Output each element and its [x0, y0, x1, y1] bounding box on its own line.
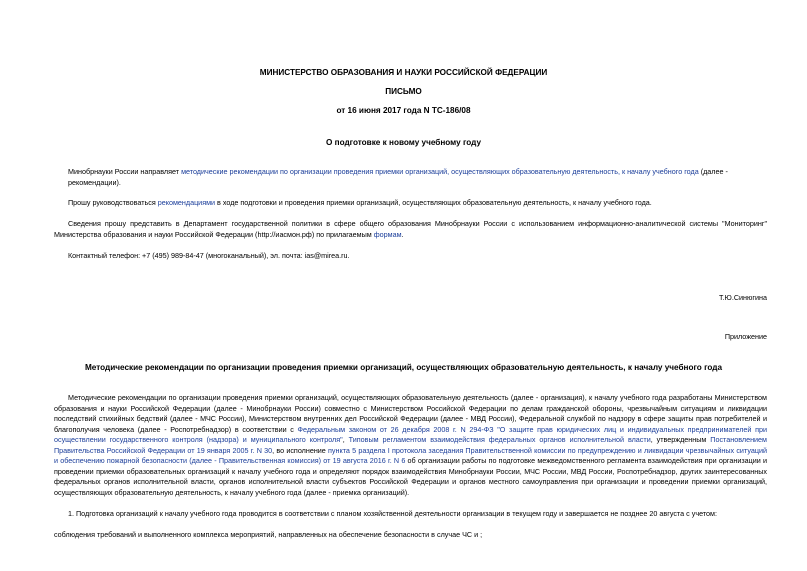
- letter-paragraph-1: [68, 167, 773, 188]
- typical-regulation-link[interactable]: Типовым регламентом взаимодействия федеральных органов исполнительной власти: [348, 435, 651, 444]
- ministry-heading: МИНИСТЕРСТВО ОБРАЗОВАНИЯ И НАУКИ РОССИЙСКОЙ ФЕДЕРАЦИИ: [259, 68, 548, 77]
- text: (далее - рекомендации).: [68, 167, 728, 187]
- document-subject: О подготовке к новому учебному году: [325, 138, 482, 147]
- letter-paragraph-2: [68, 198, 773, 209]
- contact-info: Контактный телефон: +7 (495) 989-84-47 (многоканальный), эл. почта: ias@mirea.ru.: [68, 251, 350, 260]
- government-resolution-link[interactable]: Постановлением Правительства Российской Федерации от 19 января 2005 г. N 30: [54, 435, 767, 455]
- text: Методические рекомендации по организации проведения приемки организаций, осуществляющих образовательную деятельность (далее - организация), к началу учебного года разработаны Министерством образования и науки Российской Федерации (далее - Минобрнауки России) совместно с Министерством Российской Федерации по делам гражданской обороны, чрезвычайным ситуациям и ликвидации последствий стихийных бедствий (далее - МЧС России), Министерством внутренних дел Российской Федерации (далее - МВД России), Федеральной службой по надзору в сфере защиты прав потребителей и благополучия человека (далее - Роспотребнадзор) в соответствии с: [54, 393, 767, 434]
- appendix-title: Методические рекомендации по организации проведения приемки организаций, осуществляющих образовательную деятельность, к началу учебного года: [84, 363, 723, 372]
- text: Прошу руководствоваться: [68, 198, 158, 207]
- recommendations-short-link[interactable]: рекомендациями: [157, 198, 216, 207]
- letter-paragraph-3: [54, 219, 767, 240]
- text: Сведения прошу представить в Департамент государственной политики в сфере общего образования Минобрнауки России с использованием информационно-аналитической системы "Мониторинг" Министерства образования и науки Российской Федерации (http://иасмон.рф) по прилагаемым: [54, 219, 767, 239]
- recommendations-link[interactable]: методические рекомендации по организации проведения приемки организаций, осуществляющих образовательную деятельность, к началу учебного года: [181, 167, 699, 176]
- text: .: [401, 229, 404, 239]
- appendix-item-1: 1. Подготовка организаций к началу учебного года проводится в соответствии с планом хозяйственной деятельности организации в текущем году и завершается не позднее 20 августа с учетом:: [68, 509, 717, 518]
- text: об организации работы по подготовке межведомственного регламента взаимодействия при организации и проведении приемки образовательных организаций к началу учебного года и определяют порядок взаимодействия Минобрнауки России, МЧС России, МВД России, Роспотребнадзор, других заинтересованных федеральных органов исполнительной власти, органов исполнительной власти субъектов Российской Федерации и органов местного самоуправления при организации и проведении приемки организаций, осуществляющих образовательную деятельность, к началу учебного года (далее - приемка организаций).: [54, 456, 768, 497]
- text: в ходе подготовки и проведения приемки организаций, осуществляющих образовательную деятельность, к началу учебного года.: [215, 198, 652, 207]
- text: ,: [342, 435, 349, 444]
- document-date-number: от 16 июня 2017 года N ТС-186/08: [336, 106, 471, 115]
- text: , во исполнение: [272, 445, 329, 455]
- text: , утвержденным: [650, 435, 711, 444]
- text: Минобрнауки России направляет: [68, 167, 182, 176]
- commission-protocol-link[interactable]: пункта 5 раздела I протокола заседания Правительственной комиссии по предупреждению и ликвидации чрезвычайных ситуаций и обеспечению пожарной безопасности (далее - Правительственная комиссия) от 19 августа 2016 г. N 6: [54, 445, 767, 465]
- appendix-intro-paragraph: [54, 393, 767, 498]
- forms-link[interactable]: формам: [373, 229, 402, 239]
- signature: Т.Ю.Синюгина: [718, 293, 767, 302]
- federal-law-294-link[interactable]: Федеральным законом от 26 декабря 2008 г. N 294-ФЗ "О защите прав юридических лиц и индивидуальных предпринимателей при осуществлении государственного контроля (надзора) и муниципального контроля": [54, 424, 768, 444]
- appendix-item-1-sub: соблюдения требований и выполненного комплекса мероприятий, направленных на обеспечение безопасности в случае ЧС и ;: [54, 530, 483, 539]
- appendix-label: Приложение: [724, 332, 767, 341]
- document-type: ПИСЬМО: [385, 87, 422, 96]
